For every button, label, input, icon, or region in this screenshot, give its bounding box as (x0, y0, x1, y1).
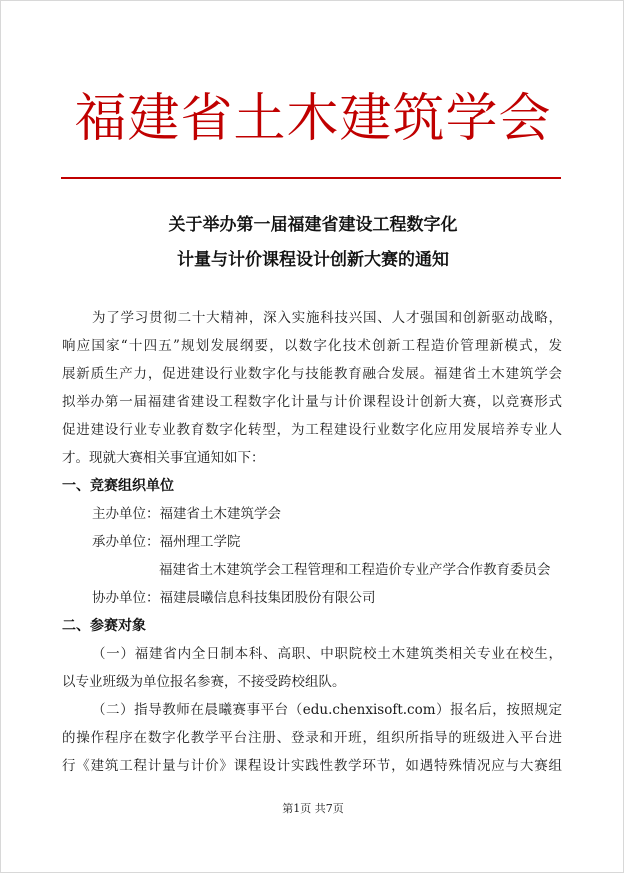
section-1-heading: 一、竞赛组织单位 (62, 478, 174, 494)
eligibility-p2-line-3: 行《建筑工程计量与计价》课程设计实践性教学环节，如遇特殊情况应与大赛组 (62, 758, 562, 774)
notice-title-line-1: 关于举办第一届福建省建设工程数字化 (168, 215, 458, 235)
page-number-footer: 第1页 共7页 (282, 802, 344, 815)
intro-line-4: 拟举办第一届福建省建设工程数字化计量与计价课程设计创新大赛，以竞赛形式 (62, 394, 562, 410)
red-divider-line (61, 177, 561, 179)
organizer-unit-2: 福建省土木建筑学会工程管理和工程造价专业产学合作教育委员会 (159, 562, 551, 578)
eligibility-p2-line-2: 的操作程序在数字化教学平台注册、登录和开班，组织所指导的班级进入平台进 (62, 730, 562, 746)
eligibility-p1-line-2: 以专业班级为单位报名参赛，不接受跨校组队。 (62, 674, 346, 690)
intro-line-6: 才。现就大赛相关事宜通知如下： (62, 450, 265, 466)
organizer-unit: 承办单位：福州理工学院 (92, 534, 241, 550)
eligibility-p1-line-1: （一）福建省内全日制本科、高职、中职院校土木建筑类相关专业在校生， (92, 646, 562, 662)
intro-line-2: 响应国家“十四五”规划发展纲要，以数字化技术创新工程造价管理新模式，发 (62, 338, 562, 354)
intro-line-5: 促进建设行业专业教育数字化转型，为工程建设行业数字化应用发展培养专业人 (62, 422, 562, 438)
intro-line-3: 展新质生产力，促进建设行业数字化与技能教育融合发展。福建省土木建筑学会 (62, 366, 562, 382)
section-2-heading: 二、参赛对象 (62, 618, 146, 634)
eligibility-p2-line-1: （二）指导教师在晨曦赛事平台（edu.chenxisoft.com）报名后，按照规定 (92, 702, 562, 718)
intro-line-1: 为了学习贯彻二十大精神，深入实施科技兴国、人才强国和创新驱动战略， (92, 310, 562, 326)
co-organizer-unit: 协办单位：福建晨曦信息科技集团股份有限公司 (92, 590, 376, 606)
organization-name-header: 福建省土木建筑学会 (74, 89, 552, 149)
notice-title-line-2: 计量与计价课程设计创新大赛的通知 (177, 250, 449, 270)
host-unit: 主办单位：福建省土木建筑学会 (92, 506, 281, 522)
